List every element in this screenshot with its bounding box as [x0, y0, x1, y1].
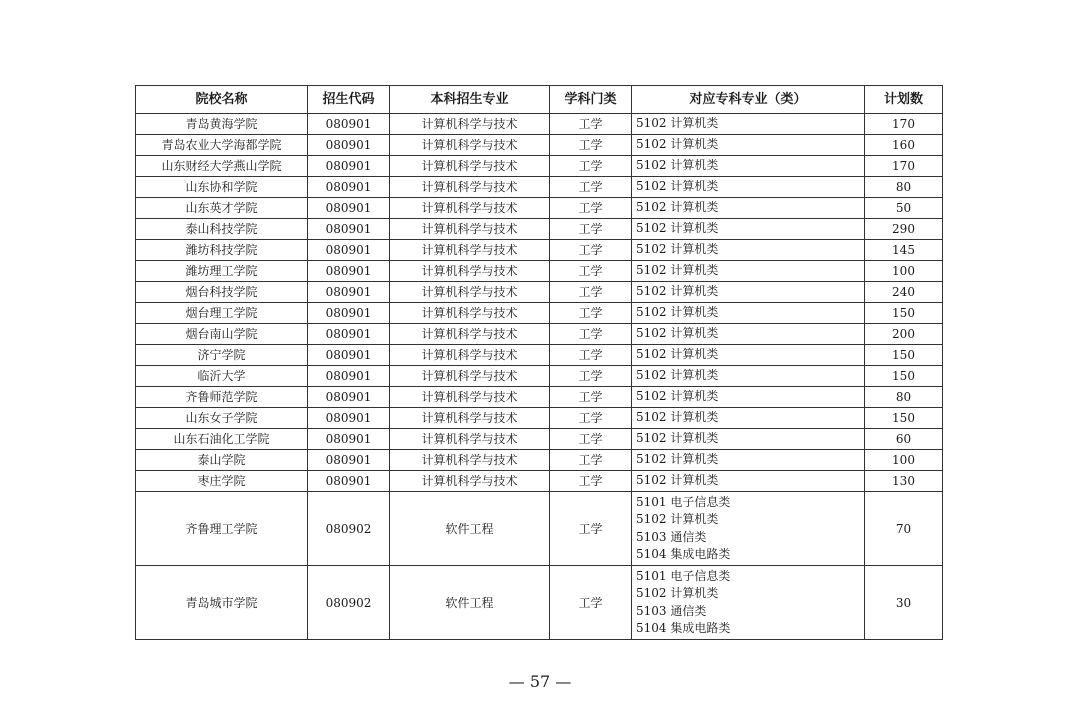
discipline-category-cell: 工学 — [550, 240, 632, 261]
vocational-major-cell — [632, 492, 865, 566]
admission-code-cell: 080901 — [308, 366, 390, 387]
school-name-cell: 泰山科技学院 — [136, 219, 308, 240]
admission-code-cell: 080901 — [308, 156, 390, 177]
discipline-category-cell: 工学 — [550, 429, 632, 450]
undergrad-major-cell: 计算机科学与技术 — [390, 408, 550, 429]
plan-count-cell: 50 — [865, 198, 943, 219]
school-name-cell: 烟台理工学院 — [136, 303, 308, 324]
admission-code-cell: 080901 — [308, 450, 390, 471]
school-name-cell: 枣庄学院 — [136, 471, 308, 492]
discipline-category-cell: 工学 — [550, 219, 632, 240]
plan-count-cell: 150 — [865, 366, 943, 387]
header-discipline-category: 学科门类 — [550, 86, 632, 114]
vocational-major-cell — [632, 240, 865, 261]
vocational-major-cell — [632, 345, 865, 366]
vocational-major-line: 5103 通信类 — [636, 603, 707, 618]
table-row — [136, 156, 943, 177]
plan-count-cell: 170 — [865, 114, 943, 135]
table-row — [136, 303, 943, 324]
vocational-major-line: 5102 计算机类 — [636, 284, 719, 299]
vocational-major-line: 5102 计算机类 — [636, 158, 719, 173]
school-name-cell: 青岛黄海学院 — [136, 114, 308, 135]
vocational-major-line: 5102 计算机类 — [636, 389, 719, 404]
discipline-category-cell: 工学 — [550, 387, 632, 408]
discipline-category-cell: 工学 — [550, 450, 632, 471]
vocational-major-line: 5102 计算机类 — [636, 242, 719, 257]
undergrad-major-cell: 计算机科学与技术 — [390, 282, 550, 303]
vocational-major-cell — [632, 471, 865, 492]
vocational-major-cell — [632, 135, 865, 156]
admission-code-cell: 080901 — [308, 114, 390, 135]
school-name-cell: 青岛农业大学海都学院 — [136, 135, 308, 156]
vocational-major-line: 5102 计算机类 — [636, 452, 719, 467]
table-row — [136, 345, 943, 366]
header-school-name: 院校名称 — [136, 86, 308, 114]
undergrad-major-cell: 计算机科学与技术 — [390, 324, 550, 345]
plan-count-cell: 30 — [865, 566, 943, 640]
discipline-category-cell: 工学 — [550, 324, 632, 345]
admission-code-cell: 080901 — [308, 177, 390, 198]
discipline-category-cell: 工学 — [550, 114, 632, 135]
vocational-major-cell — [632, 156, 865, 177]
admission-code-cell: 080902 — [308, 492, 390, 566]
plan-count-cell: 200 — [865, 324, 943, 345]
vocational-major-cell — [632, 324, 865, 345]
undergrad-major-cell: 计算机科学与技术 — [390, 303, 550, 324]
undergrad-major-cell: 计算机科学与技术 — [390, 366, 550, 387]
plan-count-cell: 100 — [865, 450, 943, 471]
plan-count-cell: 150 — [865, 345, 943, 366]
table-row — [136, 282, 943, 303]
school-name-cell: 山东协和学院 — [136, 177, 308, 198]
table-row — [136, 387, 943, 408]
plan-count-cell: 160 — [865, 135, 943, 156]
vocational-major-line: 5101 电子信息类 — [636, 494, 731, 509]
admission-code-cell: 080901 — [308, 240, 390, 261]
vocational-major-line: 5102 计算机类 — [636, 431, 719, 446]
vocational-major-cell — [632, 261, 865, 282]
vocational-major-line: 5102 计算机类 — [636, 473, 719, 488]
vocational-major-line: 5102 计算机类 — [636, 586, 719, 600]
vocational-major-line: 5104 集成电路类 — [636, 547, 731, 561]
admission-code-cell: 080902 — [308, 566, 390, 640]
undergrad-major-cell: 计算机科学与技术 — [390, 198, 550, 219]
undergrad-major-cell: 计算机科学与技术 — [390, 156, 550, 177]
vocational-major-line: 5101 电子信息类 — [636, 568, 731, 583]
undergrad-major-cell: 计算机科学与技术 — [390, 471, 550, 492]
school-name-cell: 济宁学院 — [136, 345, 308, 366]
table-row — [136, 240, 943, 261]
school-name-cell: 烟台南山学院 — [136, 324, 308, 345]
vocational-major-line: 5102 计算机类 — [636, 200, 719, 215]
header-undergrad-major: 本科招生专业 — [390, 86, 550, 114]
undergrad-major-cell: 计算机科学与技术 — [390, 450, 550, 471]
discipline-category-cell: 工学 — [550, 345, 632, 366]
vocational-major-line: 5102 计算机类 — [636, 263, 719, 278]
table-row — [136, 492, 943, 566]
admission-code-cell: 080901 — [308, 429, 390, 450]
vocational-major-cell — [632, 450, 865, 471]
plan-count-cell: 80 — [865, 387, 943, 408]
undergrad-major-cell: 计算机科学与技术 — [390, 345, 550, 366]
vocational-major-cell — [632, 566, 865, 640]
vocational-major-cell — [632, 387, 865, 408]
table-row — [136, 177, 943, 198]
school-name-cell: 临沂大学 — [136, 366, 308, 387]
vocational-major-line: 5102 计算机类 — [636, 512, 719, 526]
vocational-major-line: 5102 计算机类 — [636, 116, 719, 131]
vocational-major-cell — [632, 114, 865, 135]
table-row — [136, 450, 943, 471]
plan-count-cell: 80 — [865, 177, 943, 198]
vocational-major-cell — [632, 408, 865, 429]
vocational-major-line: 5102 计算机类 — [636, 410, 719, 425]
plan-count-cell: 60 — [865, 429, 943, 450]
header-vocational-major: 对应专科专业（类） — [632, 86, 865, 114]
school-name-cell: 潍坊科技学院 — [136, 240, 308, 261]
undergrad-major-cell: 计算机科学与技术 — [390, 261, 550, 282]
discipline-category-cell: 工学 — [550, 471, 632, 492]
admission-code-cell: 080901 — [308, 219, 390, 240]
undergrad-major-cell: 计算机科学与技术 — [390, 135, 550, 156]
school-name-cell: 山东石油化工学院 — [136, 429, 308, 450]
school-name-cell: 齐鲁师范学院 — [136, 387, 308, 408]
plan-count-cell: 150 — [865, 303, 943, 324]
plan-count-cell: 240 — [865, 282, 943, 303]
admission-code-cell: 080901 — [308, 135, 390, 156]
admission-code-cell: 080901 — [308, 303, 390, 324]
admissions-plan-table — [135, 85, 943, 640]
vocational-major-cell — [632, 198, 865, 219]
page-number: — 57 — — [508, 672, 572, 691]
table-row — [136, 408, 943, 429]
table-row — [136, 114, 943, 135]
vocational-major-cell — [632, 429, 865, 450]
undergrad-major-cell: 软件工程 — [390, 492, 550, 566]
plan-count-cell: 150 — [865, 408, 943, 429]
header-admission-code: 招生代码 — [308, 86, 390, 114]
plan-count-cell: 130 — [865, 471, 943, 492]
school-name-cell: 山东英才学院 — [136, 198, 308, 219]
discipline-category-cell: 工学 — [550, 177, 632, 198]
undergrad-major-cell: 计算机科学与技术 — [390, 114, 550, 135]
table-row — [136, 429, 943, 450]
table-row — [136, 198, 943, 219]
vocational-major-line: 5102 计算机类 — [636, 368, 719, 383]
table-row — [136, 566, 943, 640]
admission-code-cell: 080901 — [308, 261, 390, 282]
vocational-major-cell — [632, 219, 865, 240]
table-body — [136, 114, 943, 640]
vocational-major-line: 5102 计算机类 — [636, 221, 719, 236]
discipline-category-cell: 工学 — [550, 198, 632, 219]
vocational-major-line: 5103 通信类 — [636, 529, 707, 544]
plan-count-cell: 170 — [865, 156, 943, 177]
header-plan-count: 计划数 — [865, 86, 943, 114]
school-name-cell: 烟台科技学院 — [136, 282, 308, 303]
undergrad-major-cell: 计算机科学与技术 — [390, 429, 550, 450]
discipline-category-cell: 工学 — [550, 303, 632, 324]
undergrad-major-cell: 计算机科学与技术 — [390, 387, 550, 408]
table-row — [136, 219, 943, 240]
school-name-cell: 潍坊理工学院 — [136, 261, 308, 282]
admission-code-cell: 080901 — [308, 408, 390, 429]
plan-count-cell: 100 — [865, 261, 943, 282]
undergrad-major-cell: 软件工程 — [390, 566, 550, 640]
table-row — [136, 366, 943, 387]
vocational-major-line: 5102 计算机类 — [636, 326, 719, 341]
table-row — [136, 471, 943, 492]
admission-code-cell: 080901 — [308, 471, 390, 492]
plan-count-cell: 145 — [865, 240, 943, 261]
school-name-cell: 青岛城市学院 — [136, 566, 308, 640]
discipline-category-cell: 工学 — [550, 156, 632, 177]
discipline-category-cell: 工学 — [550, 282, 632, 303]
table-row — [136, 261, 943, 282]
admission-code-cell: 080901 — [308, 324, 390, 345]
vocational-major-line: 5102 计算机类 — [636, 347, 719, 362]
school-name-cell: 山东女子学院 — [136, 408, 308, 429]
table-header-row — [136, 86, 943, 114]
table-row — [136, 324, 943, 345]
vocational-major-cell — [632, 366, 865, 387]
admission-code-cell: 080901 — [308, 198, 390, 219]
discipline-category-cell: 工学 — [550, 135, 632, 156]
table-row — [136, 135, 943, 156]
vocational-major-cell — [632, 177, 865, 198]
discipline-category-cell: 工学 — [550, 408, 632, 429]
plan-count-cell: 290 — [865, 219, 943, 240]
vocational-major-line: 5102 计算机类 — [636, 179, 719, 194]
admission-code-cell: 080901 — [308, 282, 390, 303]
school-name-cell: 泰山学院 — [136, 450, 308, 471]
discipline-category-cell: 工学 — [550, 366, 632, 387]
discipline-category-cell: 工学 — [550, 566, 632, 640]
discipline-category-cell: 工学 — [550, 261, 632, 282]
school-name-cell: 山东财经大学燕山学院 — [136, 156, 308, 177]
undergrad-major-cell: 计算机科学与技术 — [390, 177, 550, 198]
vocational-major-cell — [632, 303, 865, 324]
plan-count-cell: 70 — [865, 492, 943, 566]
vocational-major-line: 5102 计算机类 — [636, 305, 719, 320]
undergrad-major-cell: 计算机科学与技术 — [390, 219, 550, 240]
undergrad-major-cell: 计算机科学与技术 — [390, 240, 550, 261]
vocational-major-line: 5104 集成电路类 — [636, 621, 731, 635]
admission-code-cell: 080901 — [308, 387, 390, 408]
vocational-major-cell — [632, 282, 865, 303]
admission-code-cell: 080901 — [308, 345, 390, 366]
discipline-category-cell: 工学 — [550, 492, 632, 566]
school-name-cell: 齐鲁理工学院 — [136, 492, 308, 566]
vocational-major-line: 5102 计算机类 — [636, 137, 719, 152]
